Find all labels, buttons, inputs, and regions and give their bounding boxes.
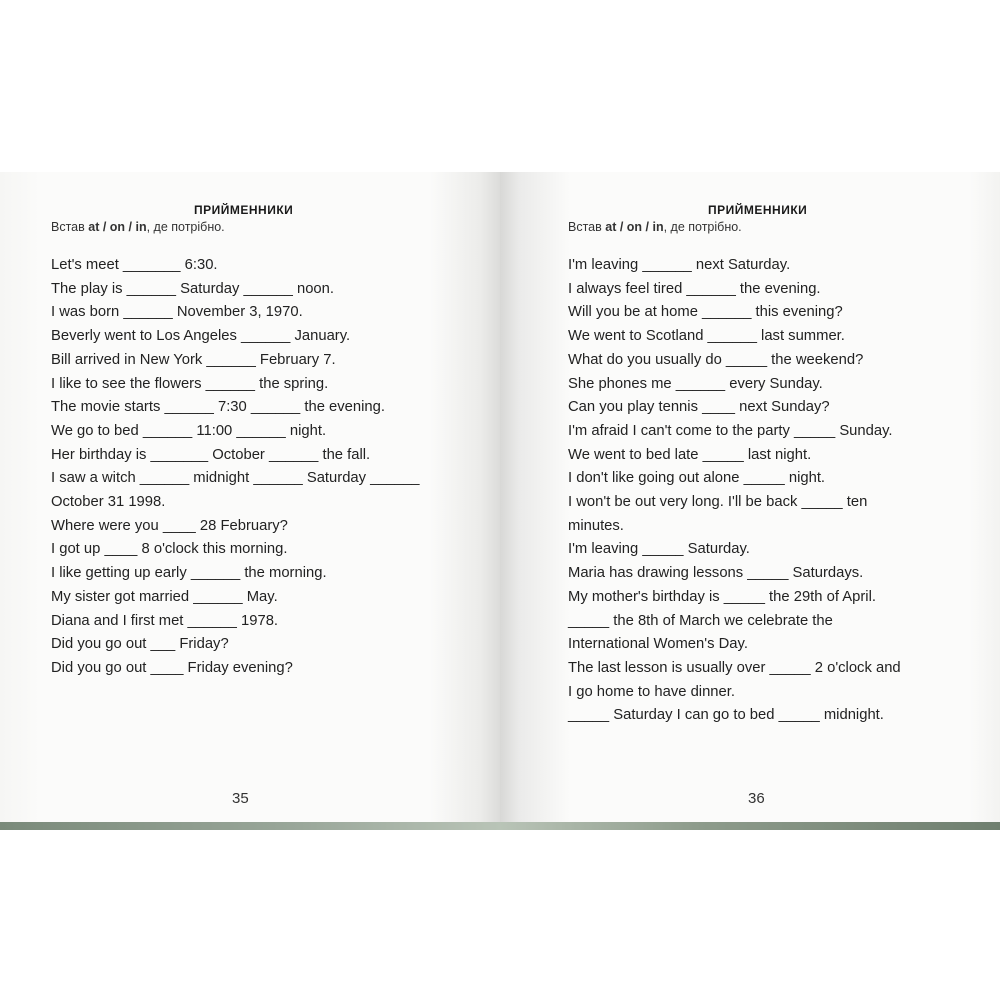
exercise-line: Her birthday is _______ October ______ the fall. [51,446,371,463]
exercise-line: I'm leaving _____ Saturday. [568,541,750,558]
exercise-line: International Women's Day. [568,636,748,653]
exercise-list [568,254,901,728]
right-page [500,172,1000,822]
exercise-line: The last lesson is usually over _____ 2 o'clock and [568,659,901,676]
page-heading: ПРИЙМЕННИКИ [194,203,294,217]
exercise-line: The movie starts ______ 7:30 ______ the evening. [51,399,385,416]
exercise-line: My mother's birthday is _____ the 29th of April. [568,588,876,605]
exercise-line: I don't like going out alone _____ night. [568,470,826,487]
exercise-line: What do you usually do _____ the weekend? [568,351,864,368]
page-number: 35 [232,790,249,807]
exercise-line: _____ Saturday I can go to bed _____ midnight. [568,707,884,724]
exercise-list [51,254,420,681]
exercise-line: We went to Scotland ______ last summer. [568,328,845,345]
exercise-line: We go to bed ______ 11:00 ______ night. [51,422,327,439]
exercise-line: Diana and I first met ______ 1978. [51,612,279,629]
exercise-line: I saw a witch ______ midnight ______ Saturday ______ [51,470,420,487]
instruction: Встав at / on / in, де потрібно. [568,220,742,234]
exercise-line: Did you go out ___ Friday? [51,636,229,653]
exercise-line: The play is ______ Saturday ______ noon. [51,280,334,297]
instruction-options: at / on / in [88,220,147,234]
exercise-line: I like to see the flowers ______ the spring. [51,375,329,392]
left-page [0,172,500,822]
exercise-line: I always feel tired ______ the evening. [568,280,821,297]
exercise-line: We went to bed late _____ last night. [568,446,812,463]
exercise-line: October 31 1998. [51,494,166,511]
exercise-line: My sister got married ______ May. [51,588,278,605]
exercise-line: I'm leaving ______ next Saturday. [568,257,791,273]
exercise-line: Maria has drawing lessons _____ Saturdays. [568,565,864,582]
exercise-line: I got up ____ 8 o'clock this morning. [51,541,288,558]
exercise-line: I won't be out very long. I'll be back _____ ten [568,494,868,511]
book-bottom-edge [0,822,1000,830]
instruction-options: at / on / in [605,220,664,234]
instruction: Встав at / on / in, де потрібно. [51,220,225,234]
exercise-line: I'm afraid I can't come to the party _____ Sunday. [568,422,893,439]
exercise-line: Will you be at home ______ this evening? [568,304,843,321]
exercise-line: _____ the 8th of March we celebrate the [568,612,833,629]
exercise-line: I go home to have dinner. [568,683,735,700]
exercise-line: She phones me ______ every Sunday. [568,375,823,392]
exercise-line: Did you go out ____ Friday evening? [51,659,293,676]
exercise-line: Beverly went to Los Angeles ______ January. [51,328,351,345]
exercise-line: minutes. [568,517,624,534]
exercise-line: Bill arrived in New York ______ February 7. [51,351,336,368]
exercise-line: I like getting up early ______ the morning. [51,565,327,582]
exercise-line: Where were you ____ 28 February? [51,517,288,534]
open-book [0,172,1000,830]
exercise-line: Let's meet _______ 6:30. [51,257,218,273]
exercise-line: Can you play tennis ____ next Sunday? [568,399,830,416]
page-number: 36 [748,790,765,807]
exercise-line: I was born ______ November 3, 1970. [51,304,303,321]
page-heading: ПРИЙМЕННИКИ [708,203,808,217]
